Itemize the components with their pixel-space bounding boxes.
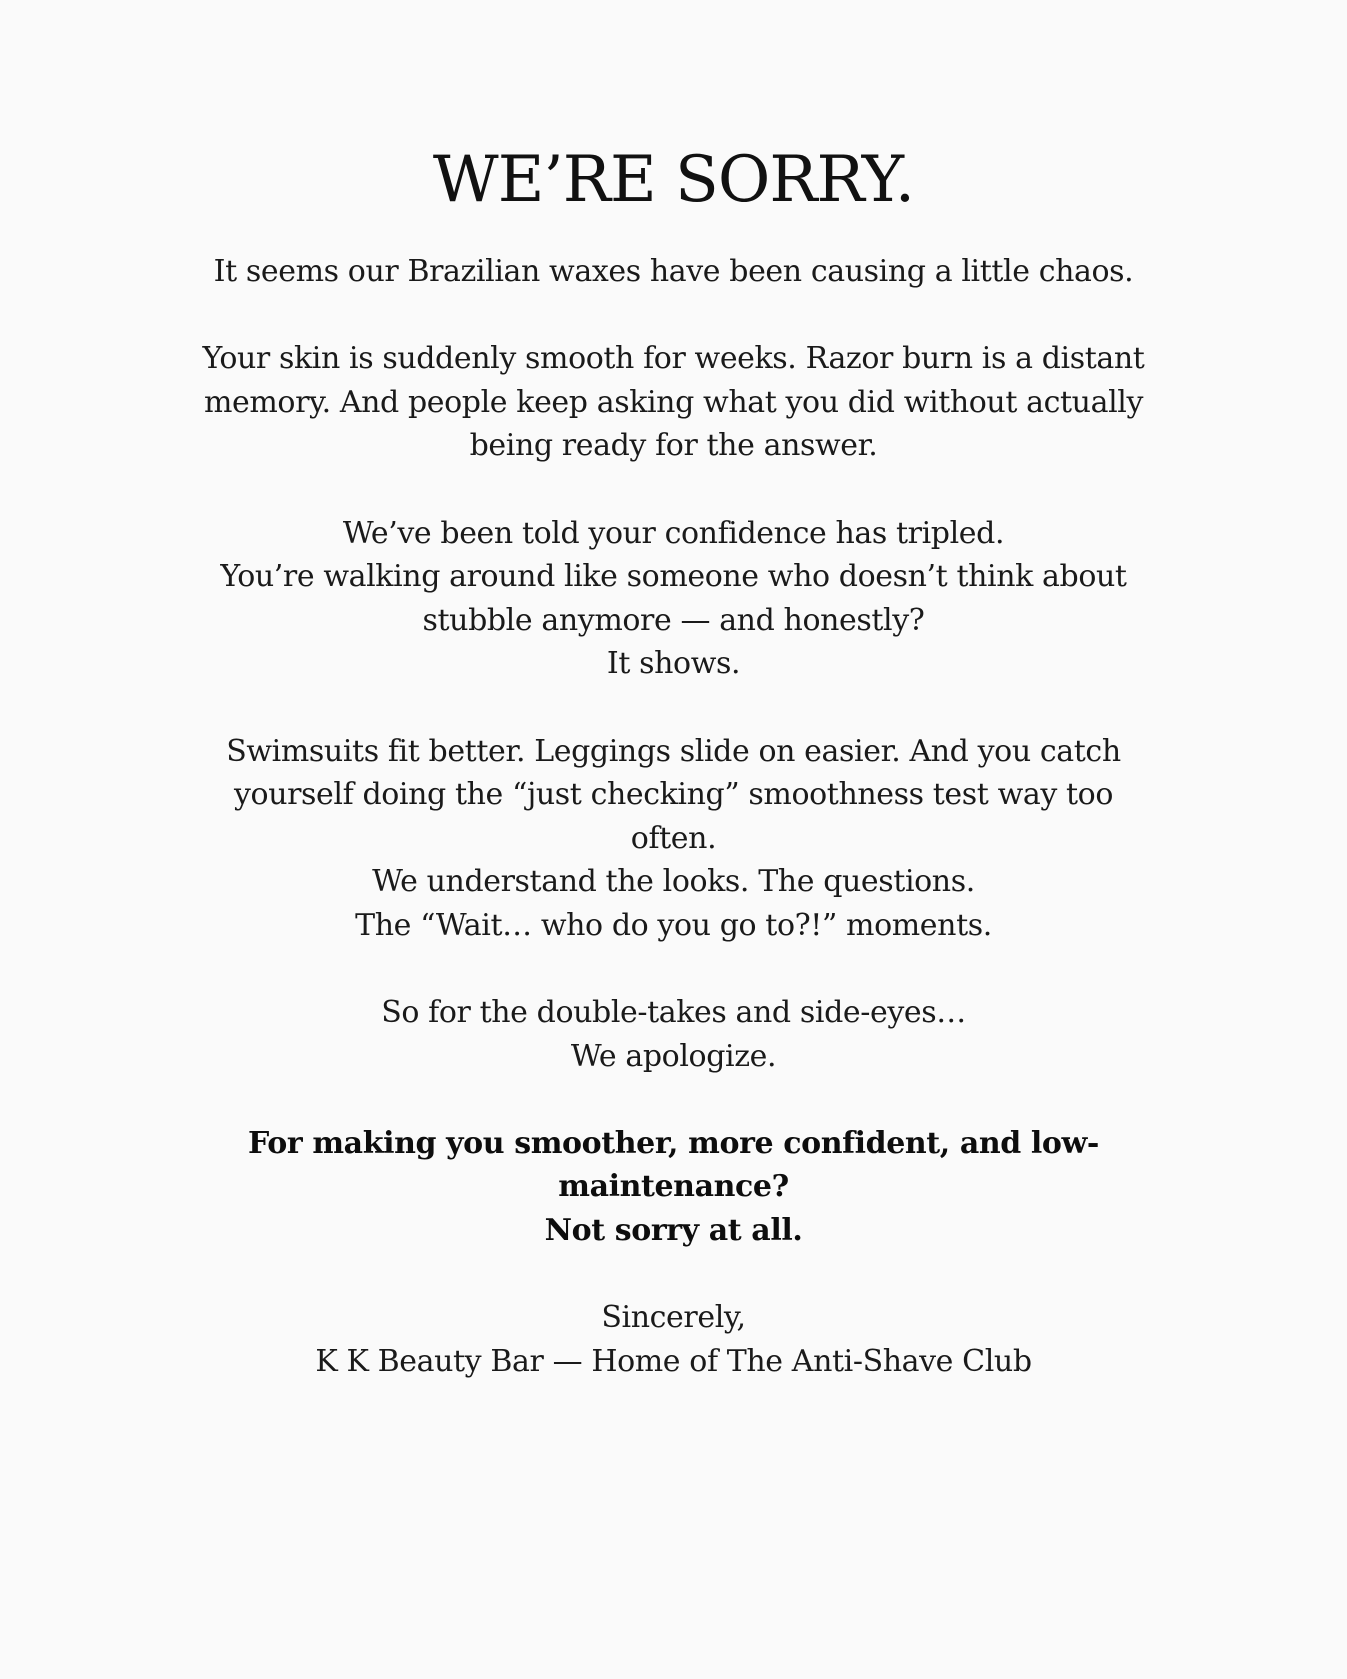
text-line: So for the double-takes and side-eyes… (381, 995, 966, 1031)
signature-block (200, 1296, 1147, 1383)
text-line: being ready for the answer. (469, 428, 878, 464)
page-title: WE’RE SORRY. (432, 143, 915, 217)
paragraph-confidence (200, 512, 1147, 686)
text-line: The “Wait… who do you go to?!” moments. (355, 907, 992, 943)
text-line-bold: For making you smoother, more confident, and low- (248, 1125, 1099, 1161)
text-line-bold: Not sorry at all. (544, 1213, 803, 1249)
sign-off: Sincerely, (601, 1300, 746, 1336)
letter-body (200, 250, 1147, 1427)
paragraph-not-sorry (200, 1122, 1147, 1253)
text-line: often. (630, 820, 717, 856)
text-line: It shows. (606, 646, 741, 682)
text-line: You’re walking around like someone who doesn’t think about (220, 559, 1127, 595)
text-line: stubble anymore — and honestly? (422, 602, 925, 638)
text-line: We apologize. (570, 1038, 777, 1074)
paragraph-smooth-skin (200, 337, 1147, 468)
text-line: Your skin is suddenly smooth for weeks. Razor burn is a distant (202, 341, 1145, 377)
paragraph-swimsuits (200, 730, 1147, 948)
text-line: It seems our Brazilian waxes have been causing a little chaos. (213, 254, 1134, 289)
text-line: yourself doing the “just checking” smoothness test way too (233, 777, 1113, 813)
text-line: We’ve been told your confidence has tripled. (342, 515, 1005, 551)
business-name: K K Beauty Bar — Home of The Anti-Shave Club (315, 1343, 1032, 1379)
text-line: We understand the looks. The questions. (372, 864, 975, 900)
text-line: memory. And people keep asking what you did without actually (203, 384, 1144, 420)
paragraph-apology (200, 991, 1147, 1078)
text-line-bold: maintenance? (558, 1169, 789, 1205)
paragraph-intro (200, 250, 1147, 294)
text-line: Swimsuits fit better. Leggings slide on easier. And you catch (226, 733, 1121, 769)
